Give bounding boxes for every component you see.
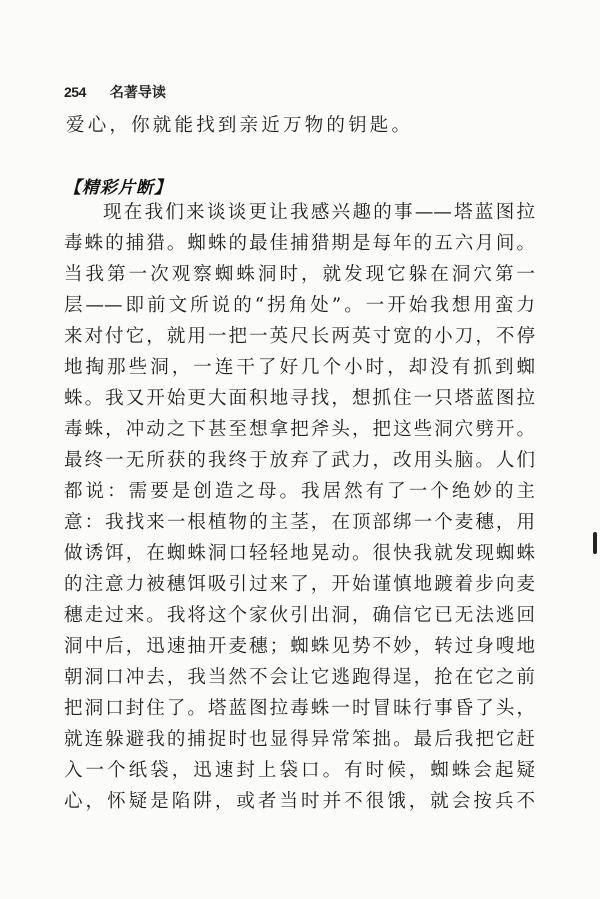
body-line: 毒蛛的捕猎。蜘蛛的最佳捕猎期是每年的五六月间。 [64,233,535,254]
body-line: 意：我找来一根植物的主茎，在顶部绑一个麦穗，用 [64,512,535,533]
body-line: 做诱饵，在蜘蛛洞口轻轻地晃动。很快我就发现蜘蛛 [64,543,535,564]
body-line: 把洞口封住了。塔蓝图拉毒蛛一时冒昧行事昏了头， [64,698,535,719]
section-heading: 【精彩片断】 [64,178,172,198]
body-line: 心，怀疑是陷阱，或者当时并不很饿，就会按兵不 [64,791,535,812]
page-header [64,82,166,102]
body-line: 当我第一次观察蜘蛛洞时，就发现它躲在洞穴第一 [64,264,535,285]
running-title: 名著导读 [109,84,166,100]
body-line: 穗走过来。我将这个家伙引出洞，确信它已无法逃回 [64,605,535,626]
body-line: 现在我们来谈谈更让我感兴趣的事——塔蓝图拉 [103,202,535,223]
body-line: 来对付它，就用一把一英尺长两英寸宽的小刀，不停 [64,326,535,347]
scan-artifact [593,532,597,554]
page-number: 254 [64,84,86,100]
body-line: 层——即前文所说的“拐角处”。一开始我想用蛮力 [64,295,535,316]
body-line: 最终一无所获的我终于放弃了武力，改用头脑。人们 [64,450,535,471]
body-line: 洞中后，迅速抽开麦穗；蜘蛛见势不妙，转过身嗖地 [64,636,535,657]
body-line: 入一个纸袋，迅速封上袋口。有时候，蜘蛛会起疑 [64,760,535,781]
body-line: 的注意力被穗饵吸引过来了，开始谨慎地踱着步向麦 [64,574,535,595]
body-line: 朝洞口冲去，我当然不会让它逃跑得逞，抢在它之前 [64,667,535,688]
body-line: 都说：需要是创造之母。我居然有了一个绝妙的主 [64,481,535,502]
body-line: 毒蛛，冲动之下甚至想拿把斧头，把这些洞穴劈开。 [64,419,535,440]
body-line: 蛛。我又开始更大面积地寻找，想抓住一只塔蓝图拉 [64,388,535,409]
body-line: 就连躲避我的捕捉时也显得异常笨拙。最后我把它赶 [64,729,535,750]
body-line: 地掏那些洞，一连干了好几个小时，却没有抓到蜘 [64,357,535,378]
intro-line: 爱心，你就能找到亲近万物的钥匙。 [66,115,414,136]
